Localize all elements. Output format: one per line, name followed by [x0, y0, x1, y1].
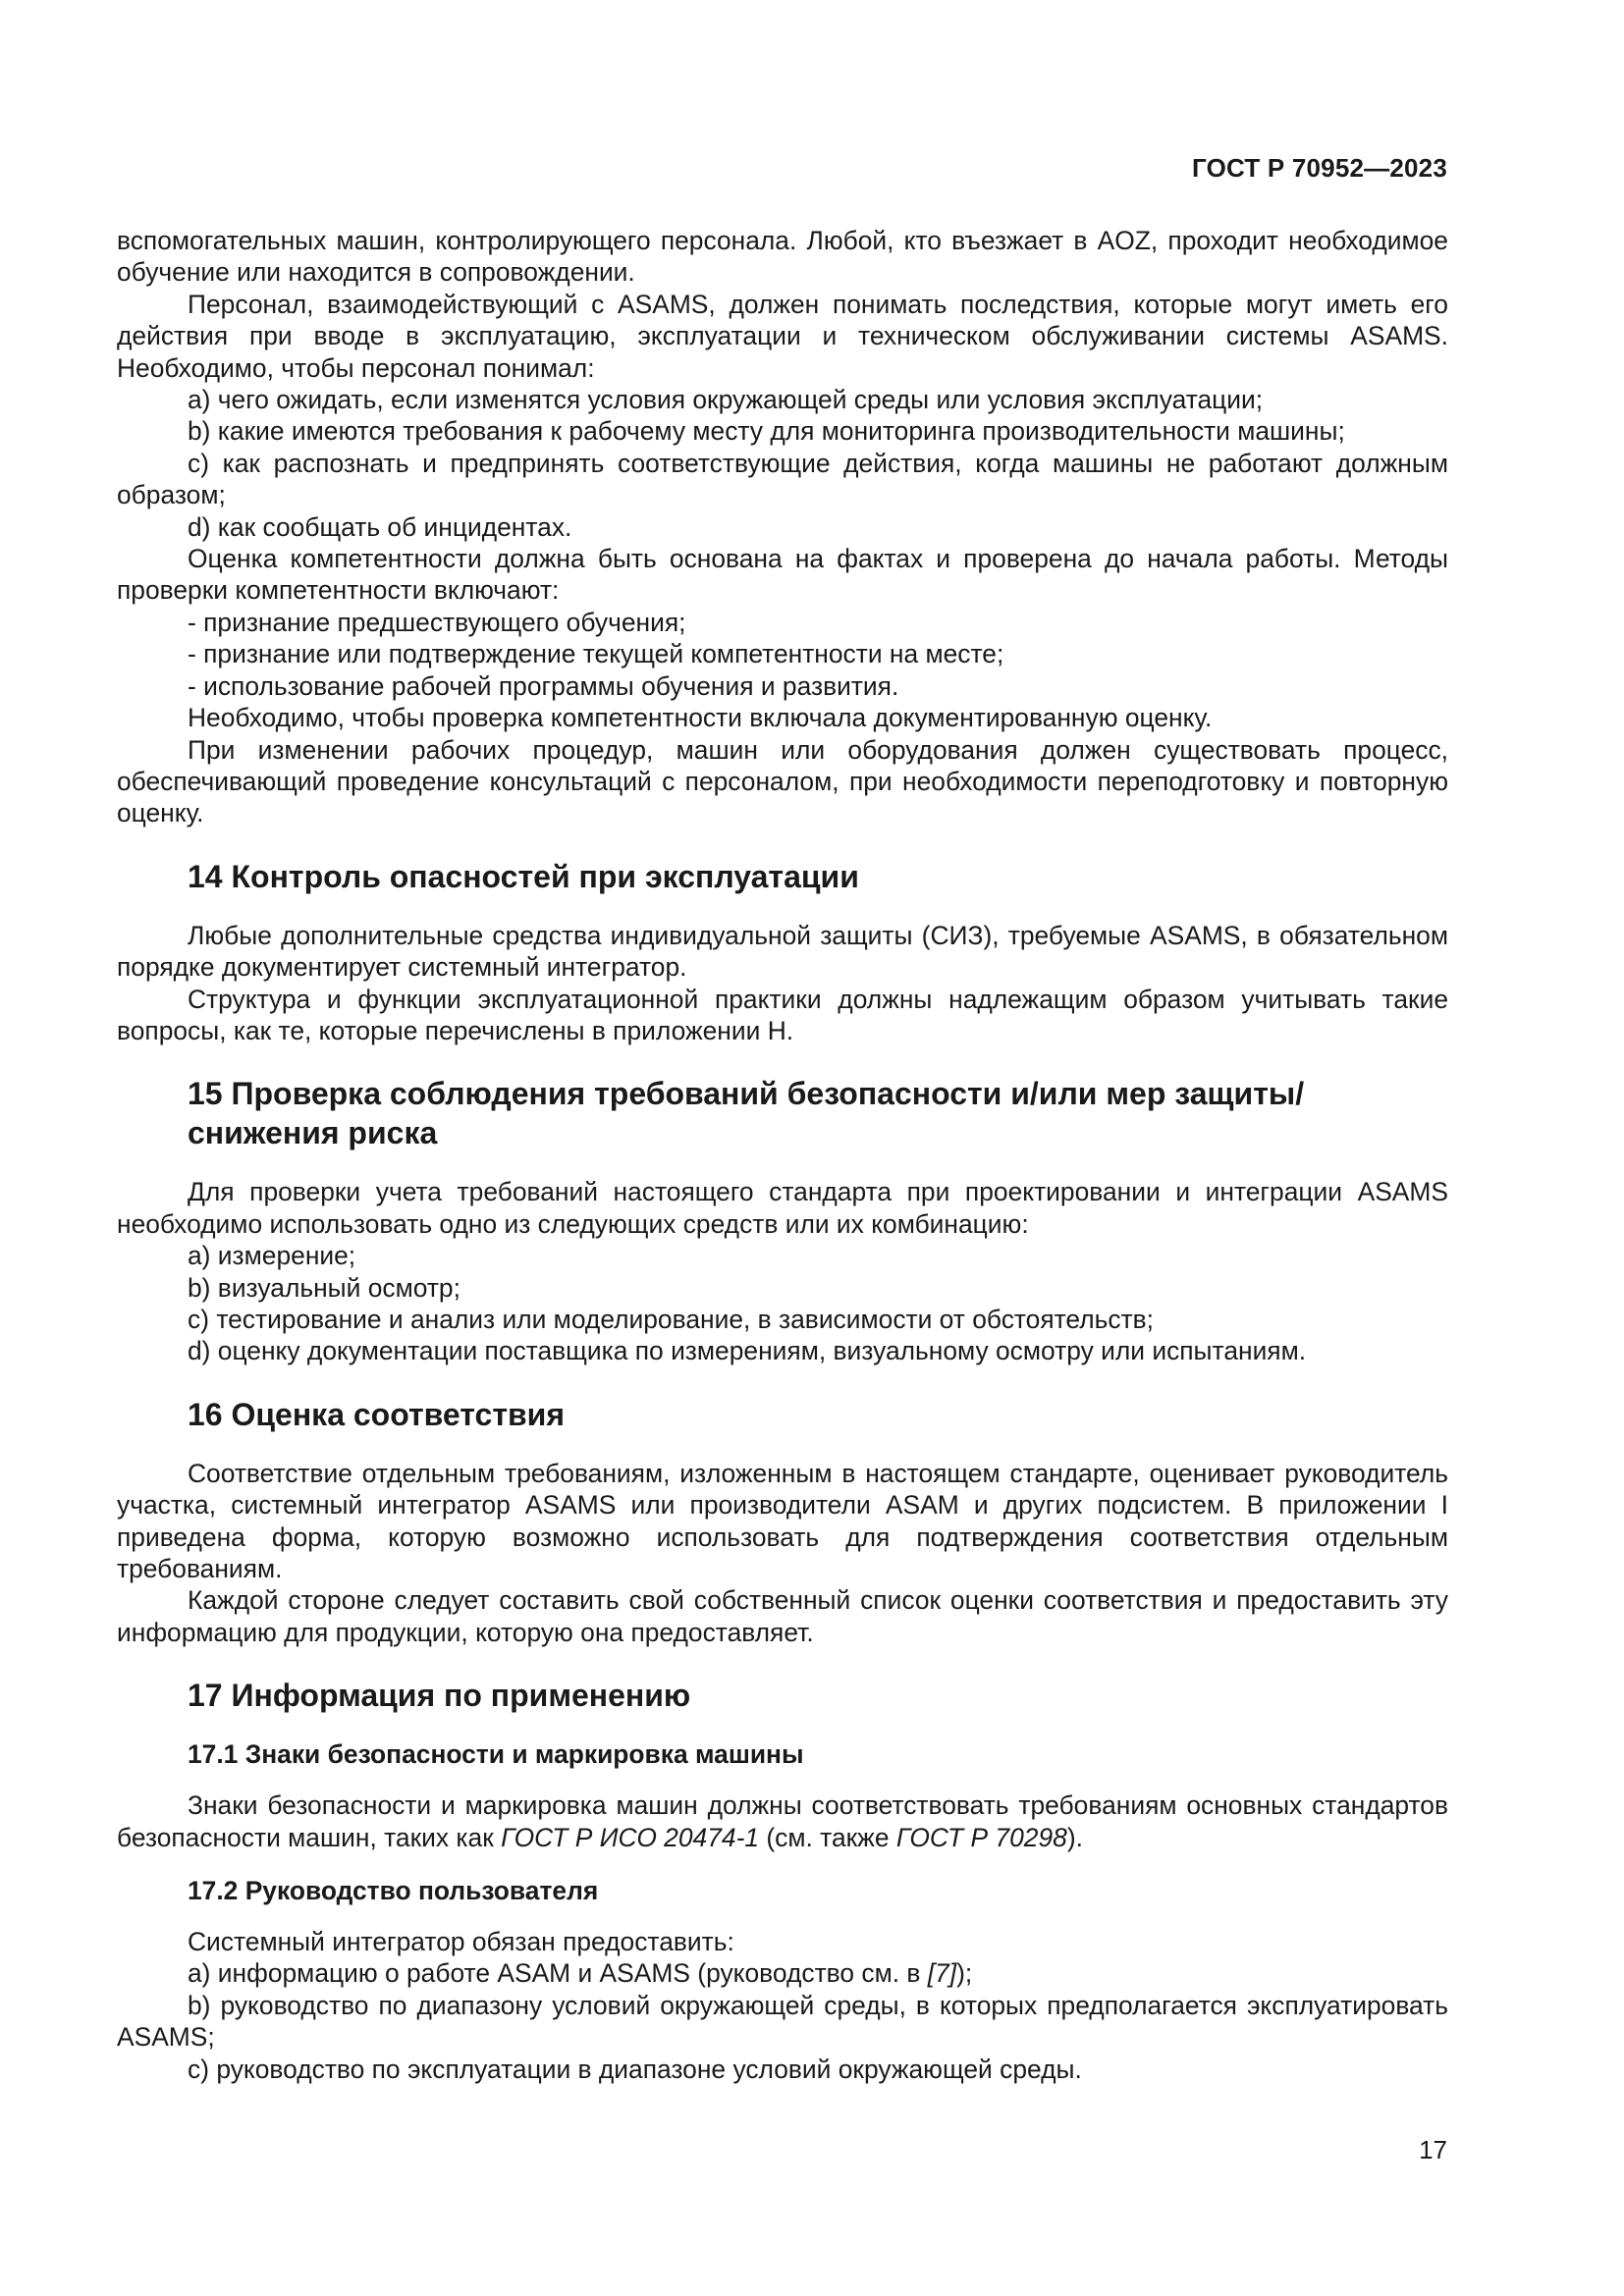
paragraph: Необходимо, чтобы проверка компетентности включала документированную оценку.	[188, 703, 1213, 733]
list-item: b) какие имеются требования к рабочему месту для мониторинга производительности машины;	[188, 416, 1345, 447]
section-15-heading-line1: 15 Проверка соблюдения требований безопасности и/или мер защиты/	[188, 1076, 1305, 1112]
section-15-heading	[188, 1074, 1448, 1152]
list-item: - признание или подтверждение текущей компетентности на месте;	[188, 639, 1004, 669]
list-item: c) как распознать и предпринять соответствующие действия, когда машины не работают должным образом;	[117, 448, 1448, 510]
paragraph	[117, 1789, 1448, 1853]
list-item: b) визуальный осмотр;	[188, 1272, 460, 1303]
paragraph: Соответствие отдельным требованиям, изложенным в настоящем стандарте, оценивает руководитель участка, системный интегратор ASAMS или производители ASAM и других подсистем. В приложении I приведена форма, которую возможно использовать для подтверждения соответствия отдельным требованиям.	[117, 1458, 1448, 1583]
list-item: a) чего ожидать, если изменятся условия окружающей среды или условия эксплуатации;	[188, 385, 1264, 415]
paragraph: Каждой стороне следует составить свой собственный список оценки соответствия и предоставить эту информацию для продукции, которую она предоставляет.	[117, 1585, 1448, 1647]
bibliography-reference: [7]	[927, 1958, 957, 1989]
paragraph: Системный интегратор обязан предоставить:	[188, 1927, 734, 1957]
list-item: c) тестирование и анализ или моделирование, в зависимости от обстоятельств;	[188, 1304, 1155, 1334]
list-item: d) оценку документации поставщика по измерениям, визуальному осмотру или испытаниям.	[188, 1336, 1307, 1366]
paragraph: вспомогательных машин, контролирующего персонала. Любой, кто въезжает в AOZ, проходит необходимое обучение или находится в сопровождении.	[117, 226, 1448, 288]
section-15-heading-line2: снижения риска	[188, 1115, 438, 1151]
subsection-17-1-heading: 17.1 Знаки безопасности и маркировка машины	[188, 1739, 804, 1770]
text-run: Знаки безопасности и маркировка машин должны соответствовать требованиям основных стандартов безопасности машин, таких как	[117, 1790, 1448, 1852]
paragraph: Любые дополнительные средства индивидуальной защиты (СИЗ), требуемые ASAMS, в обязательном порядке документирует системный интегратор.	[117, 920, 1448, 983]
section-17-heading: 17 Информация по применению	[188, 1678, 691, 1714]
list-item: b) руководство по диапазону условий окружающей среды, в которых предполагается эксплуатировать ASAMS;	[117, 1990, 1448, 2053]
page-number: 17	[1419, 2135, 1447, 2164]
paragraph: Оценка компетентности должна быть основана на фактах и проверена до начала работы. Методы проверки компетентности включают:	[117, 544, 1448, 606]
section-16-heading: 16 Оценка соответствия	[188, 1396, 565, 1432]
standard-reference: ГОСТ Р ИСО 20474-1	[501, 1822, 760, 1852]
text-run: a) информацию о работе ASAM и ASAMS (руководство см. в	[188, 1958, 928, 1989]
standard-header: ГОСТ Р 70952—2023	[1192, 153, 1447, 183]
subsection-17-2-heading: 17.2 Руководство пользователя	[188, 1876, 599, 1906]
paragraph: Структура и функции эксплуатационной практики должны надлежащим образом учитывать такие вопросы, как те, которые перечислены в приложении Н.	[117, 984, 1448, 1045]
standard-reference: ГОСТ Р 70298	[895, 1822, 1067, 1852]
list-item: d) как сообщать об инцидентах.	[188, 511, 572, 542]
document-body	[117, 225, 1448, 2085]
list-item: c) руководство по эксплуатации в диапазоне условий окружающей среды.	[188, 2054, 1082, 2084]
text-run: );	[956, 1958, 973, 1989]
text-run: ).	[1066, 1822, 1083, 1852]
list-item	[117, 1957, 1448, 1989]
section-14-heading: 14 Контроль опасностей при эксплуатации	[188, 858, 859, 894]
list-item: a) измерение;	[188, 1241, 356, 1271]
list-item: - признание предшествующего обучения;	[188, 607, 686, 637]
paragraph: Для проверки учета требований настоящего стандарта при проектировании и интеграции ASAMS необходимо использовать одно из следующих средств или их комбинацию:	[117, 1177, 1448, 1239]
text-run: (см. также	[759, 1822, 896, 1852]
paragraph: При изменении рабочих процедур, машин или оборудования должен существовать процесс, обеспечивающий проведение консультаций с персоналом, при необходимости переподготовку и повторную оценку.	[117, 734, 1448, 828]
list-item: - использование рабочей программы обучения и развития.	[188, 670, 899, 701]
paragraph: Персонал, взаимодействующий с ASAMS, должен понимать последствия, которые могут иметь его действия при вводе в эксплуатацию, эксплуатации и техническом обслуживании системы ASAMS. Необходимо, чтобы персонал понимал:	[117, 289, 1448, 383]
